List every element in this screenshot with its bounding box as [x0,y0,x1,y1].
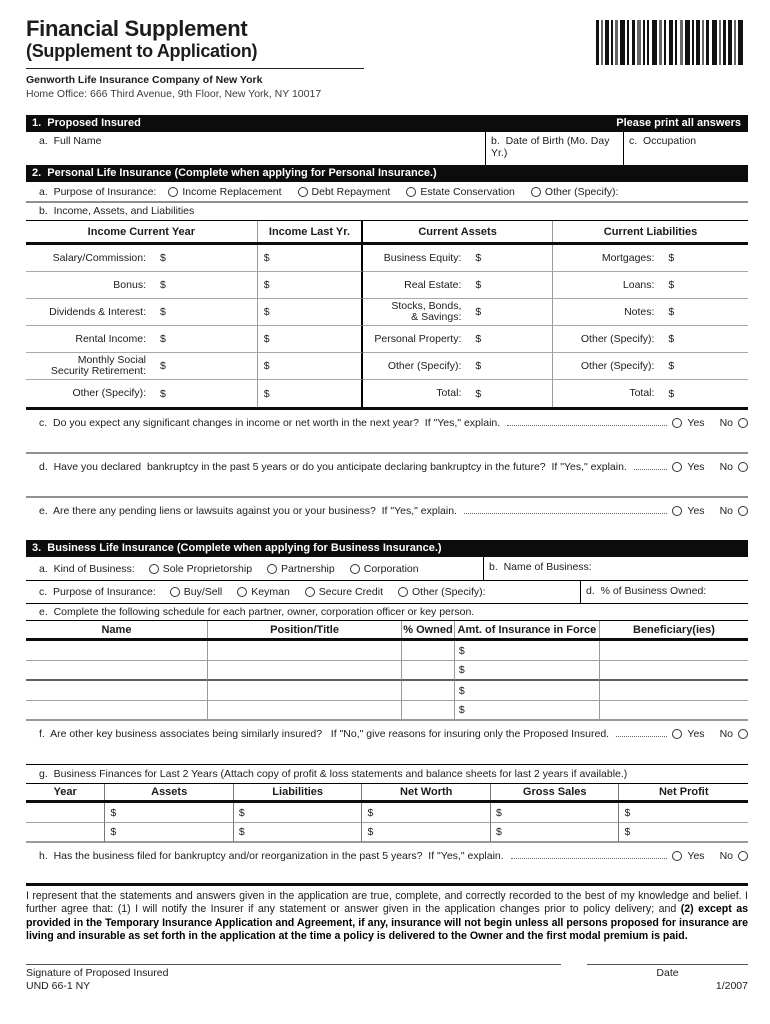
option-income-replacement [168,186,281,198]
schedule-cell[interactable] [402,701,455,721]
explain-input-area[interactable] [26,473,748,496]
amount-input-area[interactable]: $ [475,279,482,292]
explain-input-area[interactable] [26,517,748,540]
schedule-cell[interactable] [26,681,208,701]
option-sole-proprietorship [149,563,252,575]
col-income-last-yr: Income Last Yr. [258,221,363,242]
radio-no[interactable] [738,851,748,861]
yes-label: Yes [687,461,705,474]
header-rule [26,68,364,69]
amount-input-area[interactable]: $ [475,333,482,346]
amount-input-area[interactable]: $ [475,360,482,373]
schedule-cell[interactable]: $ [455,641,600,661]
amount-input-area[interactable]: $ [668,306,675,319]
option-secure-credit [305,586,383,598]
option-keyman [237,586,290,598]
option-partnership [267,563,335,575]
col-income-current-year: Income Current Year [26,221,258,242]
section2-title: 2. Personal Life Insurance (Complete when applying for Personal Insurance.) [32,167,437,180]
amount-input-area[interactable]: $ [160,279,166,292]
field-label: Stocks, Bonds, & Savings: [391,300,462,324]
option-label: Partnership [281,562,335,575]
finances-table-header [26,784,748,803]
schedule-cell[interactable] [600,681,748,701]
no-label: No [719,505,733,518]
form-subtitle: (Supplement to Application) [26,41,258,62]
income-table-row [26,299,748,326]
question-h-text: h. Has the business filed for bankruptcy and/or reorganization in the past 5 years? If "Yes," explain. [39,850,507,863]
question-d-row [26,454,748,473]
radio-corporation[interactable] [350,564,360,574]
schedule-cell[interactable] [600,701,748,721]
radio-buy-sell[interactable] [170,587,180,597]
field-label: Loans: [622,278,655,291]
radio-other-specify[interactable] [398,587,408,597]
header-text [26,16,364,100]
date-line[interactable] [587,964,748,965]
form-title: Financial Supplement [26,16,248,41]
option-other-specify [398,586,486,598]
yes-label: Yes [687,417,705,430]
radio-yes[interactable] [672,851,682,861]
col-assets: Assets [105,784,234,800]
finances-cell[interactable]: $ [619,803,748,823]
schedule-cell[interactable] [26,641,208,661]
income-table-row [26,272,748,299]
schedule-cell[interactable] [26,701,208,721]
field-label: Bonus: [113,278,146,291]
schedule-cell[interactable]: $ [455,701,600,721]
section2-header-bar [26,165,748,182]
percent-business-owned-field[interactable]: d. % of Business Owned: [580,581,748,603]
option-label: Corporation [363,562,419,575]
no-label: No [719,850,733,863]
radio-income-replacement[interactable] [168,187,178,197]
income-table-header [26,220,748,245]
finances-table [26,784,748,843]
section1-header-bar [26,115,748,132]
amount-input-area[interactable]: $ [160,387,166,400]
yes-label: Yes [687,505,705,518]
income-table-row [26,245,748,272]
declaration-bold-text: (2) except as provided in the Temporary Insurance Application and Agreement, if any, insurance will not begin unless all persons proposed for insurance are living and insurable as set forth in the application at the time a policy is delivered to the Owner and the first modal premium is paid. [26,903,748,942]
radio-keyman[interactable] [237,587,247,597]
field-label: Business Equity: [383,251,462,264]
signature-block [26,964,748,992]
question-f-row [26,721,748,740]
field-label: Rental Income: [75,332,146,345]
yes-label: Yes [687,850,705,863]
option-label: Other (Specify): [544,185,619,198]
option-estate-conservation [406,186,515,198]
field-label: Monthly Social Security Retirement: [50,354,146,378]
option-other-specify [531,186,619,198]
col-name: Name [26,621,208,638]
schedule-table-header [26,621,748,641]
finances-cell[interactable]: $ [491,823,620,843]
name-of-business-field[interactable]: b. Name of Business: [483,557,748,580]
finances-cell[interactable]: $ [362,803,491,823]
schedule-cell[interactable] [208,701,402,721]
company-address: Home Office: 666 Third Avenue, 9th Floor, New York, NY 10017 [26,88,322,101]
amount-input-area[interactable]: $ [668,387,675,400]
field-label: Total: [436,387,462,400]
amount-input-area[interactable]: $ [475,306,482,319]
col-percent-owned: % Owned [402,621,455,638]
amount-input-area[interactable]: $ [263,252,270,265]
question-f-text: f. Are other key business associates being similarly insured? If "No," give reasons for insuring only the Proposed Insured. [39,728,612,741]
revision-date: 1/2007 [715,979,748,992]
schedule-cell[interactable] [208,661,402,681]
field-label: Other (Specify): [72,387,146,400]
amount-input-area[interactable]: $ [475,387,482,400]
field-label: Other (Specify): [580,359,655,372]
income-table-row [26,380,748,407]
radio-yes[interactable] [672,729,682,739]
schedule-cell[interactable] [402,681,455,701]
amount-input-area[interactable]: $ [668,333,675,346]
declaration-normal-text: I represent that the statements and answers given in the application are true, complete, and correctly recorded to the best of my knowledge and belief. I further agree that: (1) I will notify the Insurer if any statement or answer given in the application changes prior to policy delivery; and [26,890,748,916]
amount-input-area[interactable]: $ [475,252,482,265]
radio-debt-repayment[interactable] [298,187,308,197]
finances-cell[interactable]: $ [619,823,748,843]
schedule-cell[interactable]: $ [455,681,600,701]
option-label: Keyman [251,586,290,599]
col-beneficiaries: Beneficiary(ies) [633,623,715,636]
field-label: Real Estate: [404,278,462,291]
section3-title: 3. Business Life Insurance (Complete when applying for Business Insurance.) [32,542,442,555]
radio-no[interactable] [738,462,748,472]
kind-of-business-row [26,557,748,581]
date-of-birth-field[interactable]: b. Date of Birth (Mo. Day Yr.) [485,132,623,165]
col-liabilities: Liabilities [234,784,363,800]
amount-input-area[interactable]: $ [160,306,166,319]
finances-cell[interactable] [26,823,105,843]
field-label: Dividends & Interest: [49,305,146,318]
finances-row [26,823,748,843]
form-number: UND 66-1 NY [26,979,91,992]
field-label: Total: [629,387,655,400]
business-purpose-label: c. Purpose of Insurance: [39,586,156,599]
finances-cell[interactable]: $ [105,823,234,843]
schedule-cell[interactable] [600,641,748,661]
col-current-assets: Current Assets [363,221,553,242]
no-label: No [719,417,733,430]
income-assets-table [26,220,748,410]
amount-input-area[interactable]: $ [160,360,166,373]
schedule-cell[interactable] [402,641,455,661]
amount-input-area[interactable]: $ [668,279,675,292]
field-label: Other (Specify): [387,359,462,372]
amount-input-area[interactable]: $ [263,306,270,319]
company-name: Genworth Life Insurance Company of New York [26,74,263,87]
field-label: Salary/Commission: [52,251,146,264]
radio-yes[interactable] [672,506,682,516]
schedule-instruction: e. Complete the following schedule for each partner, owner, corporation officer or key person. [26,604,748,621]
option-corporation [350,563,419,575]
occupation-field[interactable]: c. Occupation [623,132,748,165]
radio-yes[interactable] [672,418,682,428]
option-label: Estate Conservation [420,185,515,198]
option-label: Buy/Sell [183,586,223,599]
schedule-cell[interactable] [600,661,748,681]
signature-label: Signature of Proposed Insured [26,966,169,979]
kind-label: a. Kind of Business: [39,562,135,575]
amount-input-area[interactable]: $ [668,360,675,373]
business-finances-label: g. Business Finances for Last 2 Years (Attach copy of profit & loss statements and balance sheets for last 2 years if available.) [26,764,748,784]
option-label: Other (Specify): [412,586,486,599]
schedule-row [26,701,748,721]
schedule-table [26,621,748,721]
radio-secure-credit[interactable] [305,587,315,597]
option-label: Income Replacement [182,185,282,198]
date-label: Date [656,966,679,979]
schedule-cell[interactable] [402,661,455,681]
purpose-of-insurance-row [26,182,748,201]
col-net-worth: Net Worth [362,784,491,800]
option-buy-sell [170,586,223,598]
finances-cell[interactable] [26,803,105,823]
schedule-row [26,681,748,701]
question-c-text: c. Do you expect any significant changes in income or net worth in the next year? If "Yes," explain. [39,417,504,430]
question-c-row [26,410,748,429]
option-label: Secure Credit [318,586,383,599]
income-table-row [26,326,748,353]
question-e-row [26,498,748,517]
explain-input-area[interactable] [26,740,748,764]
option-label: Sole Proprietorship [162,562,253,575]
schedule-cell[interactable]: $ [455,661,600,681]
income-table-row [26,353,748,380]
business-purpose-row [26,581,748,604]
option-debt-repayment [298,186,391,198]
section1-title: 1. Proposed Insured [32,117,141,130]
question-e-text: e. Are there any pending liens or lawsuits against you or your business? If "Yes," explain. [39,505,460,518]
amount-input-area[interactable]: $ [263,387,270,400]
dotted-leader [634,469,668,470]
field-label: Other (Specify): [580,332,655,345]
section1-note: Please print all answers [616,117,741,130]
radio-no[interactable] [738,418,748,428]
col-current-liabilities: Current Liabilities [603,225,698,238]
declaration-paragraph [26,883,748,943]
radio-yes[interactable] [672,462,682,472]
signature-line[interactable] [26,964,561,965]
finances-cell[interactable]: $ [105,803,234,823]
dotted-leader [507,425,667,426]
schedule-cell[interactable] [26,661,208,681]
amount-input-area[interactable]: $ [263,279,270,292]
yes-label: Yes [687,728,705,741]
question-d-text: d. Have you declared bankruptcy in the past 5 years or do you anticipate declaring bankruptcy in the future? If "Yes," explain. [39,461,630,474]
dotted-leader [511,858,668,859]
barcode-icon [596,20,746,70]
income-assets-label: b. Income, Assets, and Liabilities [39,205,195,218]
section3-header-bar [26,540,748,557]
dotted-leader [464,513,668,514]
radio-sole-proprietorship[interactable] [149,564,159,574]
finances-cell[interactable]: $ [234,803,363,823]
field-label: Mortgages: [601,251,655,264]
amount-input-area[interactable]: $ [160,333,166,346]
radio-no[interactable] [738,729,748,739]
no-label: No [719,461,733,474]
col-net-profit: Net Profit [658,786,709,799]
col-year: Year [26,784,105,800]
form-header [26,16,748,100]
radio-partnership[interactable] [267,564,277,574]
amount-input-area[interactable]: $ [160,252,166,265]
full-name-field[interactable]: a. Full Name [39,135,102,148]
option-label: Debt Repayment [311,185,391,198]
explain-input-area[interactable] [26,429,748,452]
radio-other-specify[interactable] [531,187,541,197]
schedule-row [26,661,748,681]
col-gross-sales: Gross Sales [491,784,620,800]
section1-fields-row [26,132,748,165]
question-h-row [26,843,748,862]
col-amt-insurance: Amt. of Insurance in Force [455,621,600,638]
schedule-cell[interactable] [208,681,402,701]
col-position-title: Position/Title [208,621,402,638]
schedule-row [26,641,748,661]
amount-input-area[interactable]: $ [263,333,270,346]
finances-cell[interactable]: $ [234,823,363,843]
schedule-cell[interactable] [208,641,402,661]
field-label: Notes: [624,305,655,318]
dotted-leader [616,736,667,737]
amount-input-area[interactable]: $ [263,360,270,373]
field-label: Personal Property: [374,332,462,345]
radio-estate-conservation[interactable] [406,187,416,197]
finances-row [26,803,748,823]
no-label: No [719,728,733,741]
amount-input-area[interactable]: $ [668,252,675,265]
finances-cell[interactable]: $ [362,823,491,843]
radio-no[interactable] [738,506,748,516]
finances-cell[interactable]: $ [491,803,620,823]
purpose-label: a. Purpose of Insurance: [39,185,157,198]
